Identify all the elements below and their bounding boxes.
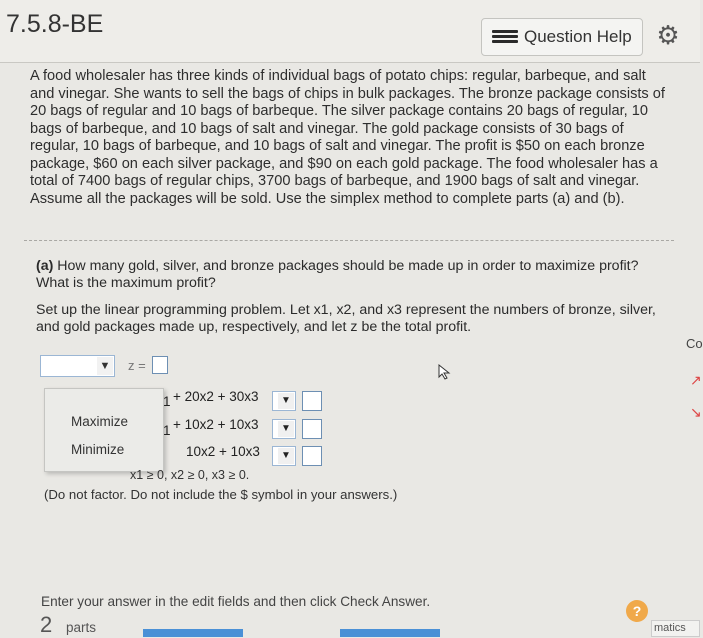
constraint-2-operator-select[interactable]	[272, 419, 296, 439]
dropdown-arrow-icon: ▼	[278, 393, 294, 409]
part-progress-bar	[340, 629, 440, 637]
top-bar	[0, 0, 700, 63]
part-a-question	[36, 258, 656, 292]
problem-statement	[30, 68, 670, 208]
constraint-2-expression: + 10x2 + 10x3	[173, 417, 259, 432]
side-mark-icon: ↘	[690, 404, 702, 420]
side-panel-text: Co	[686, 336, 703, 351]
part-a-label: (a)	[36, 258, 54, 274]
question-help-button[interactable]	[481, 18, 643, 56]
gear-icon[interactable]: ⚙	[656, 20, 680, 50]
part-a-text: How many gold, silver, and bronze packages should be made up in order to maximize profit? What is the maximum profit?	[36, 258, 639, 291]
mouse-cursor-icon	[438, 364, 452, 380]
objective-select[interactable]	[40, 355, 115, 377]
part-progress-bar	[143, 629, 243, 637]
setup-text: Set up the linear programming problem. Let x1, x2, and x3 represent the numbers of bronze, silver, and gold packages made up, respectively, and let z be the total profit.	[36, 302, 656, 335]
option-maximize[interactable]: Maximize	[71, 414, 129, 429]
answer-note: (Do not factor. Do not include the $ symbol in your answers.)	[44, 487, 398, 502]
constraint-3-rhs-input[interactable]	[302, 446, 322, 466]
z-label: z =	[128, 358, 146, 373]
exercise-title: 7.5.8-BE	[6, 10, 104, 38]
constraint-1-lead: 1	[163, 394, 171, 409]
option-minimize[interactable]: Minimize	[71, 442, 125, 457]
nonnegativity-constraints: x1 ≥ 0, x2 ≥ 0, x3 ≥ 0.	[130, 468, 250, 482]
constraint-2-rhs-input[interactable]	[302, 419, 322, 439]
constraint-3-expression: 10x2 + 10x3	[186, 444, 260, 459]
dropdown-arrow-icon: ▼	[278, 421, 294, 437]
constraint-3-operator-select[interactable]	[272, 446, 296, 466]
parts-label: parts	[66, 620, 97, 635]
constraint-1-expression: + 20x2 + 30x3	[173, 389, 259, 404]
question-help-label: Question Help	[524, 27, 632, 46]
objective-dropdown-menu	[44, 388, 164, 472]
dropdown-arrow-icon: ▼	[278, 448, 294, 464]
list-icon	[492, 29, 518, 45]
constraint-1-rhs-input[interactable]	[302, 391, 322, 411]
side-mark-icon: ↗	[690, 372, 702, 388]
help-icon[interactable]: ?	[626, 600, 648, 622]
side-tab[interactable]: matics	[651, 620, 700, 637]
constraint-1-operator-select[interactable]	[272, 391, 296, 411]
footer-instruction: Enter your answer in the edit fields and then click Check Answer.	[41, 594, 431, 609]
divider	[24, 240, 674, 241]
constraint-2-lead: 1	[163, 423, 171, 438]
objective-input[interactable]	[152, 356, 168, 374]
parts-count: 2	[40, 612, 53, 637]
dropdown-arrow-icon: ▼	[97, 357, 113, 375]
problem-text: A food wholesaler has three kinds of individual bags of potato chips: regular, barbeque, and salt and vinegar. She wants to sell the bags of chips in bulk packages. The bronze package consists of 20 bags of regular and 10 bags of barbeque. The silver package contains 20 bags of regular, 10 bags of barbeque, and 10 bags of salt and vinegar. The gold package consists of 30 bags of regular, 10 bags of barbeque, and 10 bags of salt and vinegar. The profit is $50 on each bronze package, $60 on each silver package, and $90 on each gold package. The food wholesaler has a total of 7400 bags of regular chips, 3700 bags of barbeque, and 1900 bags of salt and vinegar. Assume all the packages will be sold. Use the simplex method to complete parts (a) and (b).	[30, 68, 665, 207]
